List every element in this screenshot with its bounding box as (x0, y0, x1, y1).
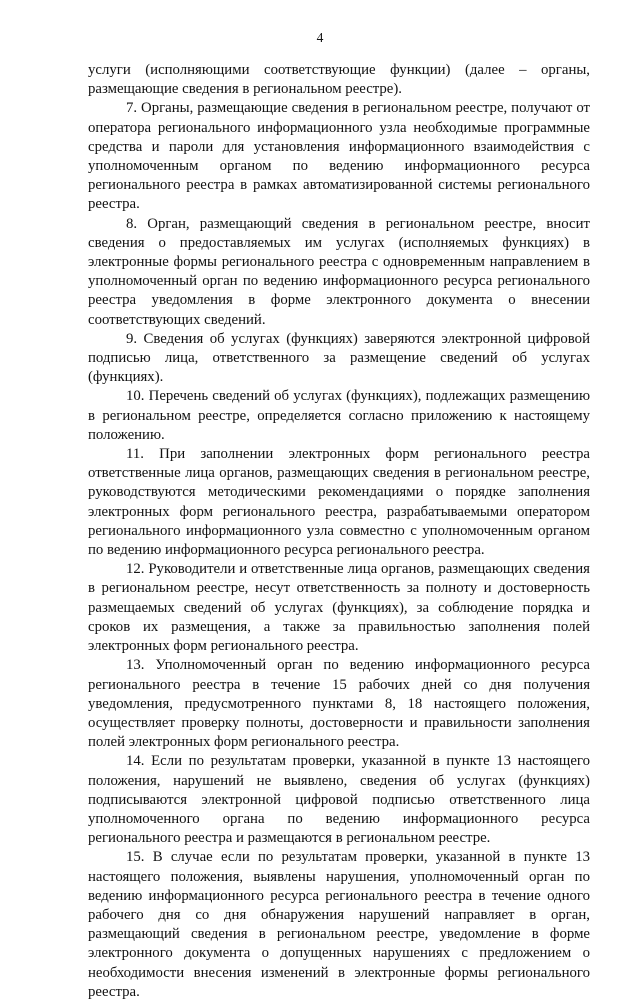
paragraph-item-14: 14. Если по результатам проверки, указанной в пункте 13 настоящего положения, нарушений не выявлено, сведения об услугах (функциях) подписываются электронной цифровой подписью ответственного лица уполномоченного органа по ведению информационного ресурса регионального реестра и размещаются в региональном реестре. (88, 753, 590, 847)
document-body (88, 61, 590, 1002)
paragraph-item-11: 11. При заполнении электронных форм регионального реестра ответственные лица органов, размещающих сведения в региональном реестре, руководствуются методическими рекомендациями о порядке заполнения электронных форм регионального реестра, разрабатываемыми оператором регионального информационного узла совместно с уполномоченным органом по ведению информационного ресурса регионального реестра. (88, 446, 590, 559)
paragraph-continuation: услуги (исполняющими соответствующие функции) (далее – органы, размещающие сведения в региональном реестре). (88, 62, 590, 98)
paragraph-item-13: 13. Уполномоченный орган по ведению информационного ресурса регионального реестра в течение 15 рабочих дней со дня получения уведомления, предусмотренного пунктами 8, 18 настоящего положения, осуществляет проверку полноты, достоверности и правильности заполнения полей электронных форм регионального реестра. (88, 657, 590, 751)
paragraph-item-8: 8. Орган, размещающий сведения в региональном реестре, вносит сведения о предоставляемых им услугах (исполняемых функциях) в электронные формы регионального реестра с одновременным направлением в уполномоченный орган по ведению информационного ресурса регионального реестра уведомления в форме электронного документа о внесении соответствующих сведений. (88, 215, 590, 328)
paragraph-item-15: 15. В случае если по результатам проверки, указанной в пункте 13 настоящего положения, выявлены нарушения, уполномоченный орган по ведению информационного ресурса регионального реестра в течение одного рабочего дня со дня обнаружения нарушений направляет в орган, размещающий сведения в региональном реестре, уведомление в форме электронного документа о допущенных нарушениях с предложением о необходимости внесения изменений в электронные формы регионального реестра. (88, 849, 590, 1000)
paragraph-item-9: 9. Сведения об услугах (функциях) заверяются электронной цифровой подписью лица, ответственного за размещение сведений об услугах (функциях). (88, 330, 590, 386)
paragraph-item-10: 10. Перечень сведений об услугах (функциях), подлежащих размещению в региональном реестре, определяется согласно приложению к настоящему положению. (88, 388, 590, 443)
paragraph-item-12: 12. Руководители и ответственные лица органов, размещающих сведения в региональном реестре, несут ответственность за полноту и достоверность размещаемых сведений об услугах (функциях), за соблюдение порядка и сроков их размещения, а также за правильностью заполнения полей электронных форм регионального реестра. (88, 561, 590, 655)
page-number: 4 (316, 30, 324, 45)
paragraph-item-7: 7. Органы, размещающие сведения в региональном реестре, получают от оператора регионального информационного узла необходимые программные средства и пароли для установления информационного взаимодействия с уполномоченным органом по ведению информационного ресурса регионального реестра в рамках автоматизированной системы регионального реестра. (88, 100, 590, 213)
